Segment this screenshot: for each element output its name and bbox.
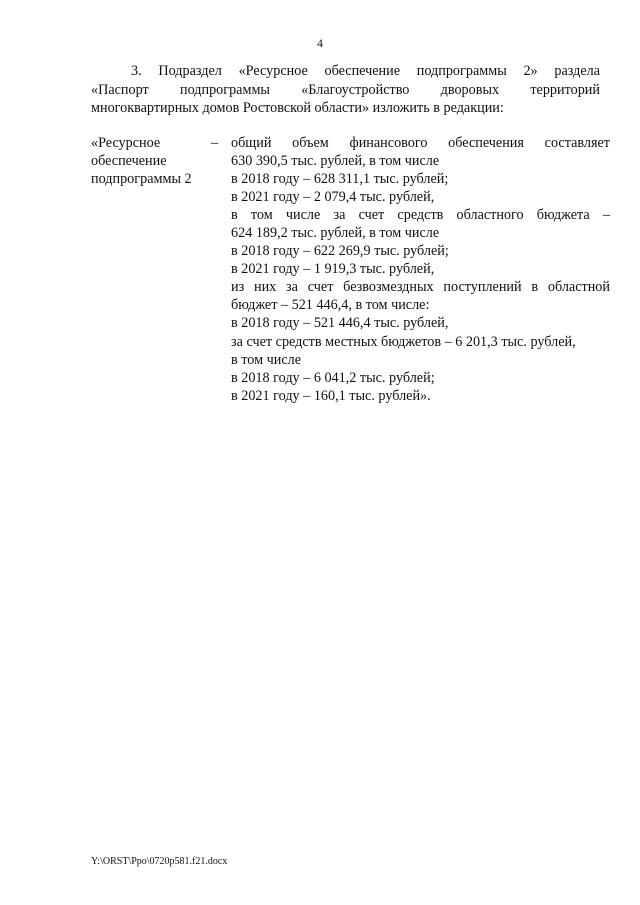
definition-line: в 2018 году – 628 311,1 тыс. рублей; bbox=[231, 171, 449, 188]
intro-line: многоквартирных домов Ростовской области» изложить в редакции: bbox=[91, 100, 504, 116]
definition-line: 630 390,5 тыс. рублей, в том числе bbox=[231, 153, 440, 170]
definition-line: бюджет – 521 446,4, в том числе: bbox=[231, 297, 430, 314]
definition-line: в 2021 году – 1 919,3 тыс. рублей, bbox=[231, 261, 435, 278]
definition-line: в том числе bbox=[231, 351, 302, 368]
definition-line: в 2018 году – 622 269,9 тыс. рублей; bbox=[231, 243, 449, 260]
definition-line: в 2018 году – 521 446,4 тыс. рублей, bbox=[231, 315, 449, 332]
definition-line: в том числе за счет средств областного бюджета – bbox=[231, 207, 610, 224]
resource-term bbox=[91, 134, 211, 188]
intro-line: 3. Подраздел «Ресурсное обеспечение подпрограммы 2» раздела bbox=[131, 63, 600, 79]
definition-line: в 2021 году – 160,1 тыс. рублей». bbox=[231, 387, 431, 404]
definition-line: за счет средств местных бюджетов – 6 201,3 тыс. рублей, bbox=[231, 333, 576, 350]
intro-paragraph bbox=[91, 62, 600, 118]
term-line: «Ресурсное bbox=[91, 135, 161, 151]
term-line: подпрограммы 2 bbox=[91, 171, 192, 187]
resource-definition bbox=[231, 134, 610, 405]
definition-line: общий объем финансового обеспечения составляет bbox=[231, 135, 610, 151]
term-dash: – bbox=[211, 135, 219, 151]
definition-line: 624 189,2 тыс. рублей, в том числе bbox=[231, 225, 440, 242]
page-number: 4 bbox=[317, 36, 323, 50]
definition-line: в 2018 году – 6 041,2 тыс. рублей; bbox=[231, 369, 435, 386]
footer-file-path: Y:\ORST\Ppo\0720p581.f21.docx bbox=[91, 856, 228, 867]
term-line: обеспечение bbox=[91, 153, 167, 169]
definition-line: в 2021 году – 2 079,4 тыс. рублей, bbox=[231, 189, 435, 206]
intro-line: «Паспорт подпрограммы «Благоустройство дворовых территорий bbox=[91, 81, 600, 98]
definition-line: из них за счет безвозмездных поступлений в областной bbox=[231, 279, 610, 296]
